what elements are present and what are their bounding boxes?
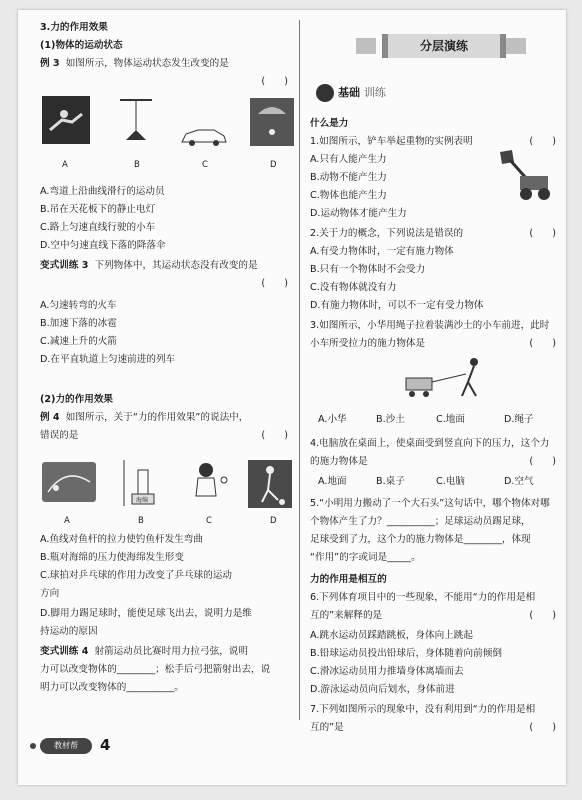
q4-option-c: C.电脑 (436, 476, 465, 487)
var3-option-b: B.加速下落的冰雹 (40, 318, 117, 329)
fig2-label-d: D (270, 516, 277, 526)
ex4-option-d: D.脚用力踢足球时，能使足球飞出去，说明力是维 (40, 608, 252, 619)
q6-option-b: B.铅球运动员投出铅球后，身体随着向前倾倒 (310, 648, 502, 659)
ex3-option-b: B.吊在天花板下的静止电灯 (40, 204, 156, 215)
ex4-option-c: C.球拍对乒乓球的作用力改变了乒乓球的运动 (40, 570, 233, 581)
answer-paren: ( ) (529, 338, 556, 349)
answer-paren: ( ) (529, 228, 556, 239)
fig2-label-c: C (206, 516, 212, 526)
q1-option-d: D.运动物体才能产生力 (310, 208, 407, 219)
ex4-option-d-cont: 持运动的原因 (40, 626, 98, 637)
football-image (248, 460, 292, 508)
cart-pull-figure (402, 356, 492, 400)
hanging-lamp-image (116, 96, 156, 148)
q2-text: 2.关于力的概念，下列说法是错误的 (310, 228, 464, 239)
heading-what-is-force: 什么是力 (310, 118, 349, 129)
sponge-label: 海绵 (136, 497, 149, 504)
var3-option-d: D.在平直轨道上匀速前进的列车 (40, 354, 176, 365)
q3-option-a: A.小华 (318, 414, 347, 425)
q5-line-4: “作用”的字或词是_____。 (310, 552, 421, 563)
q2-option-b: B.只有一个物体时不会受力 (310, 264, 426, 275)
pingpong-image (186, 460, 230, 506)
parachute-image (250, 98, 294, 146)
loader-figure (496, 148, 552, 202)
pingpong-figure (186, 460, 230, 506)
q3-option-c: C.地面 (436, 414, 465, 425)
section-banner: 分层演练 (382, 34, 506, 58)
q3-option-d: D.绳子 (504, 414, 534, 425)
fig1-label-a: A (62, 160, 68, 170)
badge-icon (316, 84, 334, 102)
fishing-image (42, 462, 96, 502)
answer-paren: ( ) (261, 278, 288, 289)
q4-option-b: B.桌子 (376, 476, 405, 487)
q6-option-c: C.滑冰运动员用力推墙身体离墙而去 (310, 666, 464, 677)
football-figure (248, 460, 292, 508)
q3-option-b: B.沙土 (376, 414, 405, 425)
variant-4-line-1: 变式训练 4 射箭运动员比赛时用力拉弓弦，说明 (40, 646, 248, 657)
fig1-label-d: D (270, 160, 277, 170)
q6-line-2: 互的”来解释的是 (310, 610, 383, 621)
banner-deco-right (506, 38, 526, 54)
q1-option-a: A.只有人能产生力 (310, 154, 387, 165)
car-figure (178, 126, 230, 148)
ex3-option-d: D.空中匀速直线下落的降落伞 (40, 240, 166, 251)
variant-4-line-2: 力可以改变物体的________；松手后弓把箭射出去，说 (40, 664, 271, 675)
skater-image (42, 96, 90, 144)
footer-dot (30, 743, 36, 749)
example-4-question-cont: 错误的是 (40, 430, 79, 441)
fig1-label-c: C (202, 160, 208, 170)
q1-option-b: B.动物不能产生力 (310, 172, 387, 183)
ex4-option-c-cont: 方向 (40, 588, 60, 599)
ex3-option-c: C.路上匀速直线行驶的小车 (40, 222, 156, 233)
fishing-figure (42, 462, 96, 502)
bottle-sponge-image (122, 458, 162, 508)
subsection-motion-state: (1)物体的运动状态 (40, 40, 123, 51)
variant-3-question: 变式训练 3 下列物体中，其运动状态没有改变的是 (40, 260, 258, 271)
q2-option-c: C.没有物体就没有力 (310, 282, 397, 293)
answer-paren: ( ) (529, 722, 556, 733)
q4-option-d: D.空气 (504, 476, 534, 487)
section-title: 3.力的作用效果 (40, 22, 108, 33)
q2-option-a: A.有受力物体时，一定有施力物体 (310, 246, 454, 257)
footer-badge: 教材帮 (40, 738, 92, 754)
column-divider (299, 20, 300, 720)
q2-option-d: D.有施力物体时，可以不一定有受力物体 (310, 300, 484, 311)
q5-line-1: 5.“小明用力搬动了一个大石头”这句话中，哪个物体对哪 (310, 498, 550, 509)
subsection-force-effect: (2)力的作用效果 (40, 394, 114, 405)
answer-paren: ( ) (529, 456, 556, 467)
q6-option-a: A.跳水运动员踩踏跳板，身体向上跳起 (310, 630, 473, 641)
banner-deco-left (356, 38, 376, 54)
answer-paren: ( ) (261, 76, 288, 87)
q6-line-1: 6.下列体育项目中的一些现象，不能用“力的作用是相 (310, 592, 536, 603)
hanging-lamp-figure (116, 96, 156, 148)
tag-text: 基础 训练 (338, 86, 386, 99)
answer-paren: ( ) (529, 136, 556, 147)
page-sheet (18, 10, 566, 785)
page-number: 4 (100, 736, 111, 754)
parachute-figure (250, 98, 294, 146)
q5-line-2: 个物体产生了力？__________；足球运动员踢足球， (310, 516, 531, 527)
q4-line-1: 4.电脑放在桌面上，使桌面受到竖直向下的压力，这个力 (310, 438, 550, 449)
q3-line-2: 小车所受拉力的施力物体是 (310, 338, 426, 349)
basic-training-tag (316, 84, 406, 102)
q6-option-d: D.游泳运动员向后划水，身体前进 (310, 684, 455, 695)
example-4-question: 例 4 如图所示，关于“力的作用效果”的说法中， (40, 412, 249, 423)
q4-option-a: A.地面 (318, 476, 347, 487)
fig2-label-b: B (138, 516, 144, 526)
ex3-option-a: A.弯道上沿曲线滑行的运动员 (40, 186, 165, 197)
q7-line-2: 互的”是 (310, 722, 344, 733)
answer-paren: ( ) (261, 430, 288, 441)
fig2-label-a: A (64, 516, 70, 526)
car-image (178, 126, 230, 148)
q4-line-2: 的施力物体是 (310, 456, 368, 467)
answer-paren: ( ) (529, 610, 556, 621)
q1-option-c: C.物体也能产生力 (310, 190, 387, 201)
variant-4-line-3: 明力可以改变物体的__________。 (40, 682, 184, 693)
q5-line-3: 足球受到了力，这个力的施力物体是________，体现 (310, 534, 531, 545)
q3-line-1: 3.如图所示，小华用绳子拉着装满沙土的小车前进，此时 (310, 320, 550, 331)
example-3-question: 例 3 如图所示，物体运动状态发生改变的是 (40, 58, 229, 69)
skater-figure (42, 96, 90, 144)
fig1-label-b: B (134, 160, 140, 170)
var3-option-c: C.减速上升的火箭 (40, 336, 117, 347)
q1-text: 1.如图所示，铲车举起重物的实例表明 (310, 136, 473, 147)
cart-pull-image (402, 356, 492, 400)
q7-line-1: 7.下列如图所示的现象中，没有利用到“力的作用是相 (310, 704, 536, 715)
heading-mutual-force: 力的作用是相互的 (310, 574, 387, 585)
var3-option-a: A.匀速转弯的火车 (40, 300, 117, 311)
ex4-option-b: B.瓶对海绵的压力使海绵发生形变 (40, 552, 184, 563)
loader-image (496, 148, 552, 202)
ex4-option-a: A.鱼线对鱼杆的拉力使钓鱼杆发生弯曲 (40, 534, 203, 545)
